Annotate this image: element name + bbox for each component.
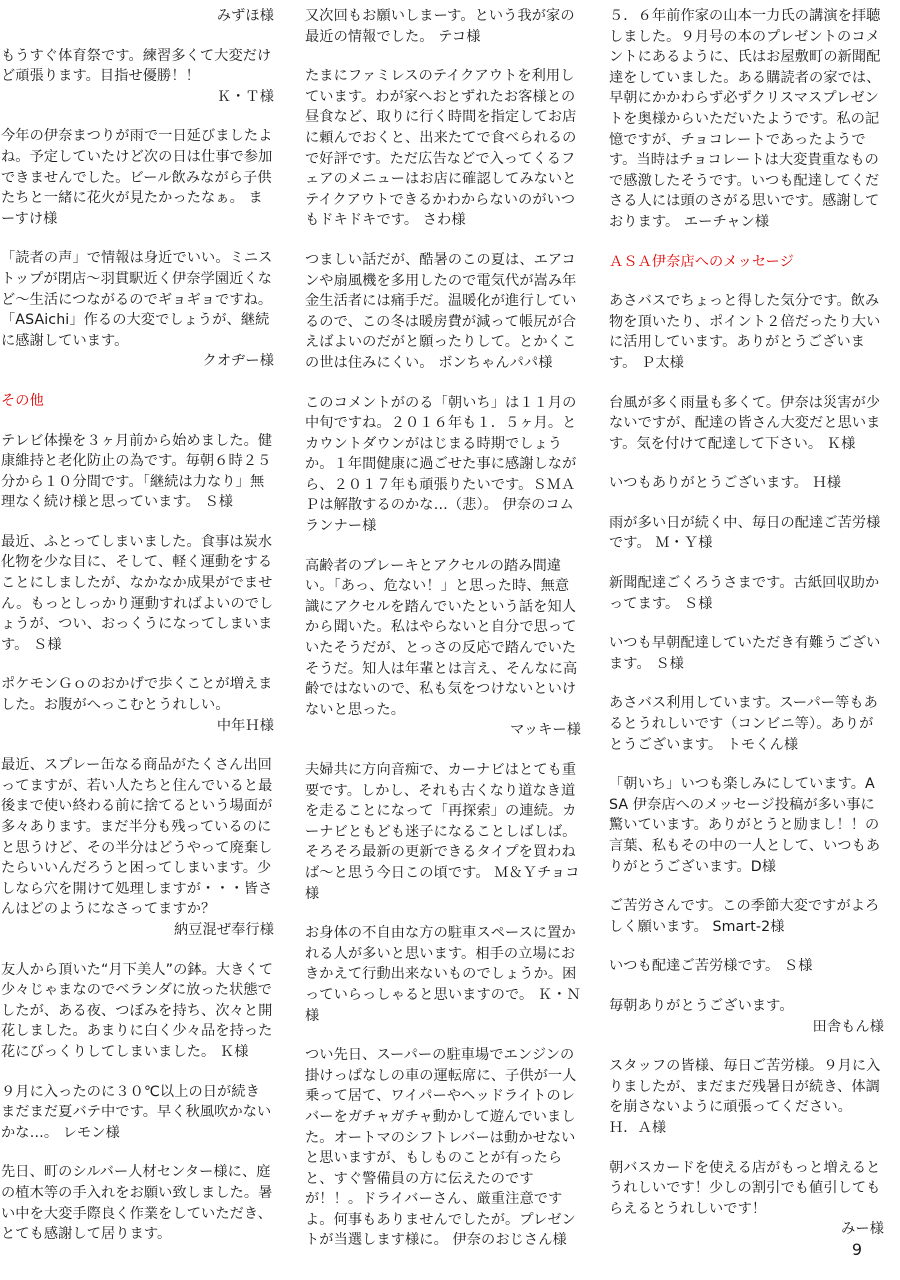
comment-text: もうすぐ体育祭です。練習多くて大変だけど頑張ります。目指せ優勝！！ <box>1 47 272 85</box>
comment-signature: 納豆混ぜ奉行様 <box>173 921 274 938</box>
comment-text: このコメントがのる「朝いち」は１１月の中旬ですね。２０１６年も１．５ヶ月。とカウントダウンがはじまる時期でしょうか。１年間健康に過ごせた事に感謝しながら、２０１７年も頑張りたいです。ＳＭＡＰは解散するのかな…（悲）。 伊奈のコムランナー様 <box>305 394 577 535</box>
comment-text: いつも早朝配達していただき有難うございます。 Ｓ様 <box>609 635 881 672</box>
reader-comment <box>1 532 274 656</box>
comment-text: 友人から頂いた“月下美人”の鉢。大きくて少々じゃまなのでベランダに放った状態でしたが、ある夜、つぼみを持ち、次々と開花しました。あまりに白く少々品を持った花にびっくりしてしまいました。 Ｋ様 <box>1 961 274 1060</box>
reader-comment <box>609 633 884 674</box>
section-heading-other: その他 <box>1 392 44 409</box>
reader-comment <box>609 956 884 977</box>
comment-text: 又次回もお願いしまーす。という我が家の最近の情報でした。 テコ様 <box>305 8 575 45</box>
reader-comment <box>609 693 884 755</box>
comment-text: 先日、町のシルバー人材センター様に、庭の植木等の手入れをお願い致しました。暑い中を大変手際良く作業をしていただき、とても感謝して居ります。 <box>1 1164 273 1243</box>
comment-text: 最近、スプレー缶なる商品がたくさん出回ってますが、若い人たちと住んでいると最後まで使い終わる前に捨てるという場面が多々あります。まだ半分も残っているのにと思うけど、その半分はどうやって廃棄したらいいんだろうと困ってしまいます。少しなら穴を開けて処理しますが・・・皆さんはどのようになさってますか？ <box>1 757 273 918</box>
comment-text: 朝バスカードを使える店がもっと増えるとうれしいです！少しの割引でも値引してもらえるとうれしいです！ <box>609 1159 881 1217</box>
comment-text: スタッフの皆様、毎日ご苦労様。９月に入りましたが、まだまだ残暑日が続き、体調を崩さないように頑張ってください。 Ｈ．Ａ様 <box>609 1058 881 1136</box>
reader-comment <box>1 1162 274 1244</box>
reader-comment <box>305 923 581 1026</box>
reader-comment <box>1 755 274 940</box>
reader-comment <box>609 1158 884 1240</box>
comment-signature: マッキー様 <box>510 722 581 739</box>
comment-text: 新聞配達ごくろうさまです。古紙回収助かってます。 Ｓ様 <box>609 575 880 612</box>
reader-comment <box>305 6 581 47</box>
comment-text: つい先日、スーパーの駐車場でエンジンの掛けっぱなしの車の運転席に、子供が一人乗って居て、ワイパーやヘッドライトのレバーをガチャガチャ動かして遊んでいました。オートマのシフトレバーは動かせないと思いますが、もしものことが有ったらと、すぐ警備員の方に伝えたのですが！！。ドライバーさん、厳重注意ですよ。何事もありませんでしたが。プレゼントが当選します様に。 伊奈のおじさん様 <box>305 1047 577 1249</box>
comment-signature: Ｋ・Ｔ様 <box>216 88 274 105</box>
comment-text: 夫婦共に方向音痴で、カーナビはとても重要です。しかし、それも古くなり道なき道を走ることになって「再探索」の連続。カーナビともども迷子になることしばしば。そろそろ最新の更新できるタイプを買わねば～と思う今日この頃です。 Ｍ＆Ｙチョコ様 <box>305 762 580 902</box>
reader-comment <box>1 1082 274 1144</box>
comment-text: ５．６年前作家の山本一力氏の講演を拝聴しました。９月号の本のプレゼントのコメントにあるように、氏はお屋敷町の新聞配達をしていました。ある購読者の家では、早朝にかかわらず必ずクリスマスプレゼントを奥様からいただいたようです。私の記憶ですが、チョコレートであったようです。当時はチョコレートは大変貴重なもので感激したそうです。いつも配達してくださる人には頭のさがる思いです。感謝しております。 エーチャン様 <box>609 8 881 230</box>
reader-comment <box>305 1045 581 1251</box>
section-heading-asa-message: ＡＳＡ伊奈店へのメッセージ <box>609 253 794 270</box>
reader-comment <box>609 1056 884 1138</box>
reader-comment <box>1 674 274 736</box>
reader-comment <box>609 291 884 373</box>
reader-comment <box>305 556 581 741</box>
comment-text: あさバスでちょっと得した気分です。飲み物を頂いたり、ポイント２倍だったり大いに活用しています。ありがとうございます。 Ｐ太様 <box>609 293 881 371</box>
comment-signature: みー様 <box>841 1221 884 1238</box>
reader-comment <box>1 248 274 372</box>
comment-text: ９月に入ったのに３０℃以上の日が続きまだまだ夏バテ中です。早く秋風吹かないかな…。 レモン様 <box>1 1083 272 1141</box>
reader-comment <box>1 46 274 108</box>
reader-comment <box>305 393 581 537</box>
comment-text: 「読者の声」で情報は身近でいい。ミニストップが閉店～羽貫駅近く伊奈学園近くなど～生活につながるのでギョギョですね。「ASAichi」作るの大変でしょうが、継続に感謝しています。 <box>1 250 273 349</box>
reader-comment <box>609 573 884 614</box>
reader-comment <box>609 393 884 455</box>
comment-text: ご苦労さんです。この季節大変ですがよろしく願います。 Smart-2様 <box>609 898 880 935</box>
reader-comment <box>609 774 884 877</box>
reader-comment <box>609 996 884 1037</box>
page-number: 9 <box>851 1240 862 1259</box>
reader-comment <box>609 6 884 233</box>
comment-text: 「朝いち」いつも楽しみにしています。ASA 伊奈店へのメッセージ投稿が多い事に驚いています。ありがとうと励まし！！の言葉、私もその中の一人として、いつもありがとうございます。D様 <box>609 776 881 875</box>
reader-comment <box>1 431 274 513</box>
comment-text: つましい話だが、酷暑のこの夏は、エアコンや扇風機を多用したので電気代が嵩み年金生活者には痛手だ。温暖化が進行しているので、この冬は暖房費が減って帳尻が合えばよいのだがと願ったりして。とかくこの世は住みにくい。 ボンちゃんパパ様 <box>305 251 577 371</box>
comment-text: ポケモンＧｏのおかげで歩くことが増えました。お腹がへっこむとうれしい。 <box>1 676 273 714</box>
comment-text: いつも配達ご苦労様です。 Ｓ様 <box>609 958 813 975</box>
reader-comment <box>609 513 884 554</box>
comment-text: 最近、ふとってしまいました。食事は炭水化物を少な目に、そして、軽く運動をすることにしましたが、なかなか成果がでません。もっとしっかり運動すればよいのでしょうが、つい、おっくうになってしまいます。 Ｓ様 <box>1 533 274 653</box>
comment-text: 毎朝ありがとうございます。 <box>609 997 794 1014</box>
comment-text: いつもありがとうございます。 Ｈ様 <box>609 475 842 492</box>
reader-comment <box>305 66 581 231</box>
comment-text: 雨が多い日が続く中、毎日の配達ご苦労様です。 Ｍ・Ｙ様 <box>609 514 881 552</box>
column-middle <box>305 6 581 1270</box>
comment-text: 今年の伊奈まつりが雨で一日延びましたよね。予定していたけど次の日は仕事で参加できませんでした。ビール飲みながら子供たちと一緒に花火が見たかったなぁ。 まーすけ様 <box>1 128 273 227</box>
reader-comment <box>609 896 884 937</box>
comment-text: たまにファミレスのテイクアウトを利用しています。わが家へおとずれたお客様との昼食など、取りに行く時間を指定してお店に頼んでおくと、出来たてで食べられるので好評です。ただ広告などで入ってくるフェアのメニューはお店に確認してみないとテイクアウトできるかわからないのがいつもドキドキです。 さわ様 <box>305 68 577 229</box>
comment-text: あさバス利用しています。スーパー等もあるとうれしいです（コンビニ等）。ありがとうございます。 トモくん様 <box>609 695 878 753</box>
comment-text: 高齢者のブレーキとアクセルの踏み間違い。「あっ、危ない！」と思った時、無意識にアクセルを踏んでいたという話を知人から聞いた。私はやらないと自分で思っていたそうだが、とっさの反応で踏んでいたそうだ。知人は年輩とは言え、そんなに高齢ではないので、私も気をつけないといけないと思った。 <box>305 557 578 718</box>
reader-comment <box>1 126 274 229</box>
comment-signature: 田舎もん様 <box>812 1018 884 1035</box>
column-right <box>609 6 884 1259</box>
comment-signature: クオヂー様 <box>202 353 274 370</box>
reader-comment <box>305 250 581 374</box>
comment-text: お身体の不自由な方の駐車スペースに置かれる人が多いと思います。相手の立場におきかえて行動出来ないものでしょうか。困っていらっしゃると思いますので。 Ｋ・Ｎ様 <box>305 925 581 1024</box>
comment-text: 台風が多く雨量も多くて。伊奈は災害が少ないですが、配達の皆さん大変だと思います。気を付けて配達して下さい。 Ｋ様 <box>609 394 881 452</box>
reader-comment <box>305 760 581 904</box>
comment-signature: 中年Ｈ様 <box>216 717 274 734</box>
reader-comment <box>609 473 884 494</box>
reader-comment <box>1 6 274 27</box>
comment-text: テレビ体操を３ヶ月前から始めました。健康維持と老化防止の為です。毎朝６時２５分から１０分間です。「継続は力なり」無理なく続け様と思っています。 Ｓ様 <box>1 432 273 511</box>
comment-signature: みずほ様 <box>216 8 274 24</box>
reader-comment <box>1 960 274 1063</box>
column-left <box>1 6 274 1264</box>
